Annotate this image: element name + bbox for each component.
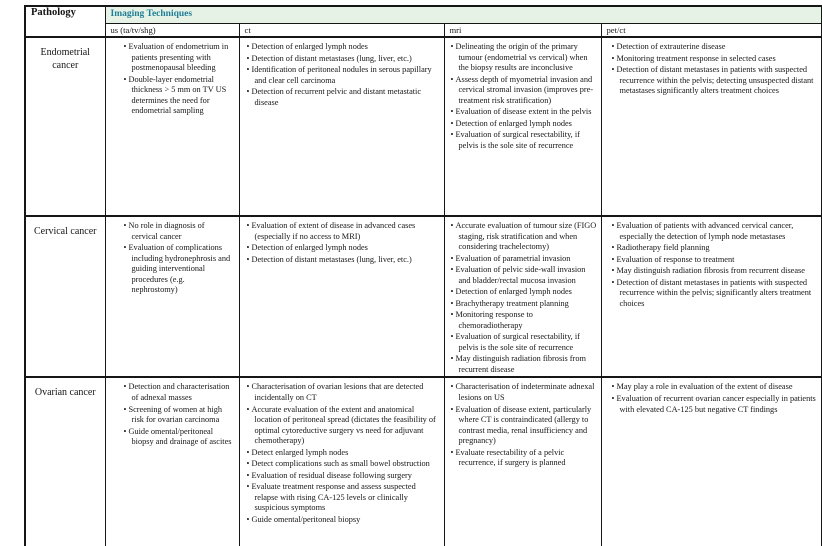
bullet-item: • Guide omental/peritoneal biopsy — [247, 515, 440, 526]
bullet-item: • Detection of enlarged lymph nodes — [247, 243, 440, 254]
bullet-item: • Detection and characterisation of adnexal masses — [124, 382, 233, 403]
bullet-item: • May play a role in evaluation of the extent of disease — [612, 382, 818, 393]
bullet-item: • Detection of recurrent pelvic and distant metastatic disease — [247, 87, 440, 108]
bullet-item: • Evaluation of disease extent in the pelvis — [451, 107, 597, 118]
bullet-item: • May distinguish radiation fibrosis from recurrent disease — [612, 266, 818, 277]
bullet-item: • Evaluation of recurrent ovarian cancer especially in patients with elevated CA-125 but negative CT findings — [612, 394, 818, 415]
bullet-item: • Detection of distant metastases (lung, liver, etc.) — [247, 255, 440, 266]
bullet-item: • May distinguish radiation fibrosis from recurrent disease — [451, 354, 597, 375]
bullet-item: • Accurate evaluation of tumour size (FIGO staging, risk stratification and when considering trachelectomy) — [451, 221, 597, 253]
bullet-item: • Brachytherapy treatment planning — [451, 299, 597, 310]
bullet-item: • Evaluation of endometrium in patients presenting with postmenopausal bleeding — [124, 42, 233, 74]
table-row — [25, 377, 822, 546]
bullet-item: • Evaluation of extent of disease in advanced cases (especially if no access to MRI) — [247, 221, 440, 242]
bullet-item: • Detection of distant metastases in patients with suspected recurrence within the pelvis; significantly alters treatment choices — [612, 278, 818, 310]
bullet-item: • Evaluation of surgical resectability, if pelvis is the sole site of recurrence — [451, 332, 597, 353]
bullet-item: • Screening of women at high risk for ovarian carcinoma — [124, 405, 233, 426]
column-header-us: us (ta/tv/shg) — [105, 23, 239, 37]
header-sub-row — [25, 23, 822, 37]
bullet-item: • Evaluate resectability of a pelvic recurrence, if surgery is planned — [451, 448, 597, 469]
cell-mri — [444, 37, 601, 216]
bullet-item: • Evaluation of residual disease following surgery — [247, 471, 440, 482]
bullet-item: • Delineating the origin of the primary tumour (endometrial vs cervical) when the biopsy results are inconclusive — [451, 42, 597, 74]
bullet-item: • Monitoring treatment response in selected cases — [612, 54, 818, 65]
bullet-item: • Detection of enlarged lymph nodes — [451, 287, 597, 298]
bullet-item: • Detection of extrauterine disease — [612, 42, 818, 53]
bullet-item: • Double-layer endometrial thickness > 5 mm on TV US determines the need for endometrial sampling — [124, 75, 233, 117]
column-header-mri: mri — [444, 23, 601, 37]
table-row — [25, 37, 822, 216]
bullet-item: • Detection of distant metastases (lung, liver, etc.) — [247, 54, 440, 65]
bullet-item: • Evaluation of surgical resectability, if pelvis is the sole site of recurrence — [451, 130, 597, 151]
cell-mri — [444, 216, 601, 377]
cell-us — [105, 216, 239, 377]
cell-petct — [601, 37, 822, 216]
bullet-item: • Radiotherapy field planning — [612, 243, 818, 254]
cell-ct — [239, 216, 444, 377]
header-group-row — [25, 6, 822, 23]
column-header-ct: ct — [239, 23, 444, 37]
column-header-petct: pet/ct — [601, 23, 822, 37]
bullet-item: • Evaluation of pelvic side-wall invasion and bladder/rectal mucosa invasion — [451, 265, 597, 286]
bullet-item: • Detect complications such as small bowel obstruction — [247, 459, 440, 470]
table-row — [25, 216, 822, 377]
imaging-techniques-header: Imaging Techniques — [105, 6, 822, 23]
pathology-label: Cervical cancer — [25, 216, 105, 377]
cell-us — [105, 377, 239, 546]
bullet-item: • Detection of enlarged lymph nodes — [451, 119, 597, 130]
bullet-item: • Detect enlarged lymph nodes — [247, 448, 440, 459]
cell-mri — [444, 377, 601, 546]
bullet-item: • Evaluation of disease extent, particularly where CT is contraindicated (allergy to contrast media, renal insufficiency and pregnancy) — [451, 405, 597, 447]
cell-us — [105, 37, 239, 216]
bullet-item: • Detection of enlarged lymph nodes — [247, 42, 440, 53]
bullet-item: • Assess depth of myometrial invasion and cervical stromal invasion (improves pre-treatment risk stratification) — [451, 75, 597, 107]
cell-ct — [239, 377, 444, 546]
bullet-item: • Detection of distant metastases in patients with suspected recurrence within the pelvis; detecting unsuspected distant metastases significantly alters treatment choices — [612, 65, 818, 97]
bullet-item: • Characterisation of indeterminate adnexal lesions on US — [451, 382, 597, 403]
bullet-item: • Monitoring response to chemoradiotherapy — [451, 310, 597, 331]
pathology-label: Ovarian cancer — [25, 377, 105, 546]
bullet-item: • Evaluation of patients with advanced cervical cancer, especially the detection of lymph node metastases — [612, 221, 818, 242]
bullet-item: • No role in diagnosis of cervical cancer — [124, 221, 233, 242]
cell-ct — [239, 37, 444, 216]
bullet-item: • Guide omental/peritoneal biopsy and drainage of ascites — [124, 427, 233, 448]
bullet-item: • Evaluation of complications including hydronephrosis and guiding interventional procedures (e.g. nephrostomy) — [124, 243, 233, 296]
table-body — [25, 37, 822, 546]
bullet-item: • Accurate evaluation of the extent and anatomical location of peritoneal spread (dictates the feasibility of optimal cytoreductive surgery vs need for adjuvant chemotherapy) — [247, 405, 440, 447]
cell-petct — [601, 377, 822, 546]
bullet-item: • Evaluate treatment response and assess suspected relapse with rising CA-125 levels or clinically suspicious symptoms — [247, 482, 440, 514]
pathology-header: Pathology — [25, 6, 105, 37]
bullet-item: • Identification of peritoneal nodules in serous papillary and clear cell carcinoma — [247, 65, 440, 86]
cell-petct — [601, 216, 822, 377]
bullet-item: • Evaluation of parametrial invasion — [451, 254, 597, 265]
bullet-item: • Evaluation of response to treatment — [612, 255, 818, 266]
pathology-label: Endometrial cancer — [25, 37, 105, 216]
bullet-item: • Characterisation of ovarian lesions that are detected incidentally on CT — [247, 382, 440, 403]
imaging-techniques-table — [24, 5, 822, 546]
